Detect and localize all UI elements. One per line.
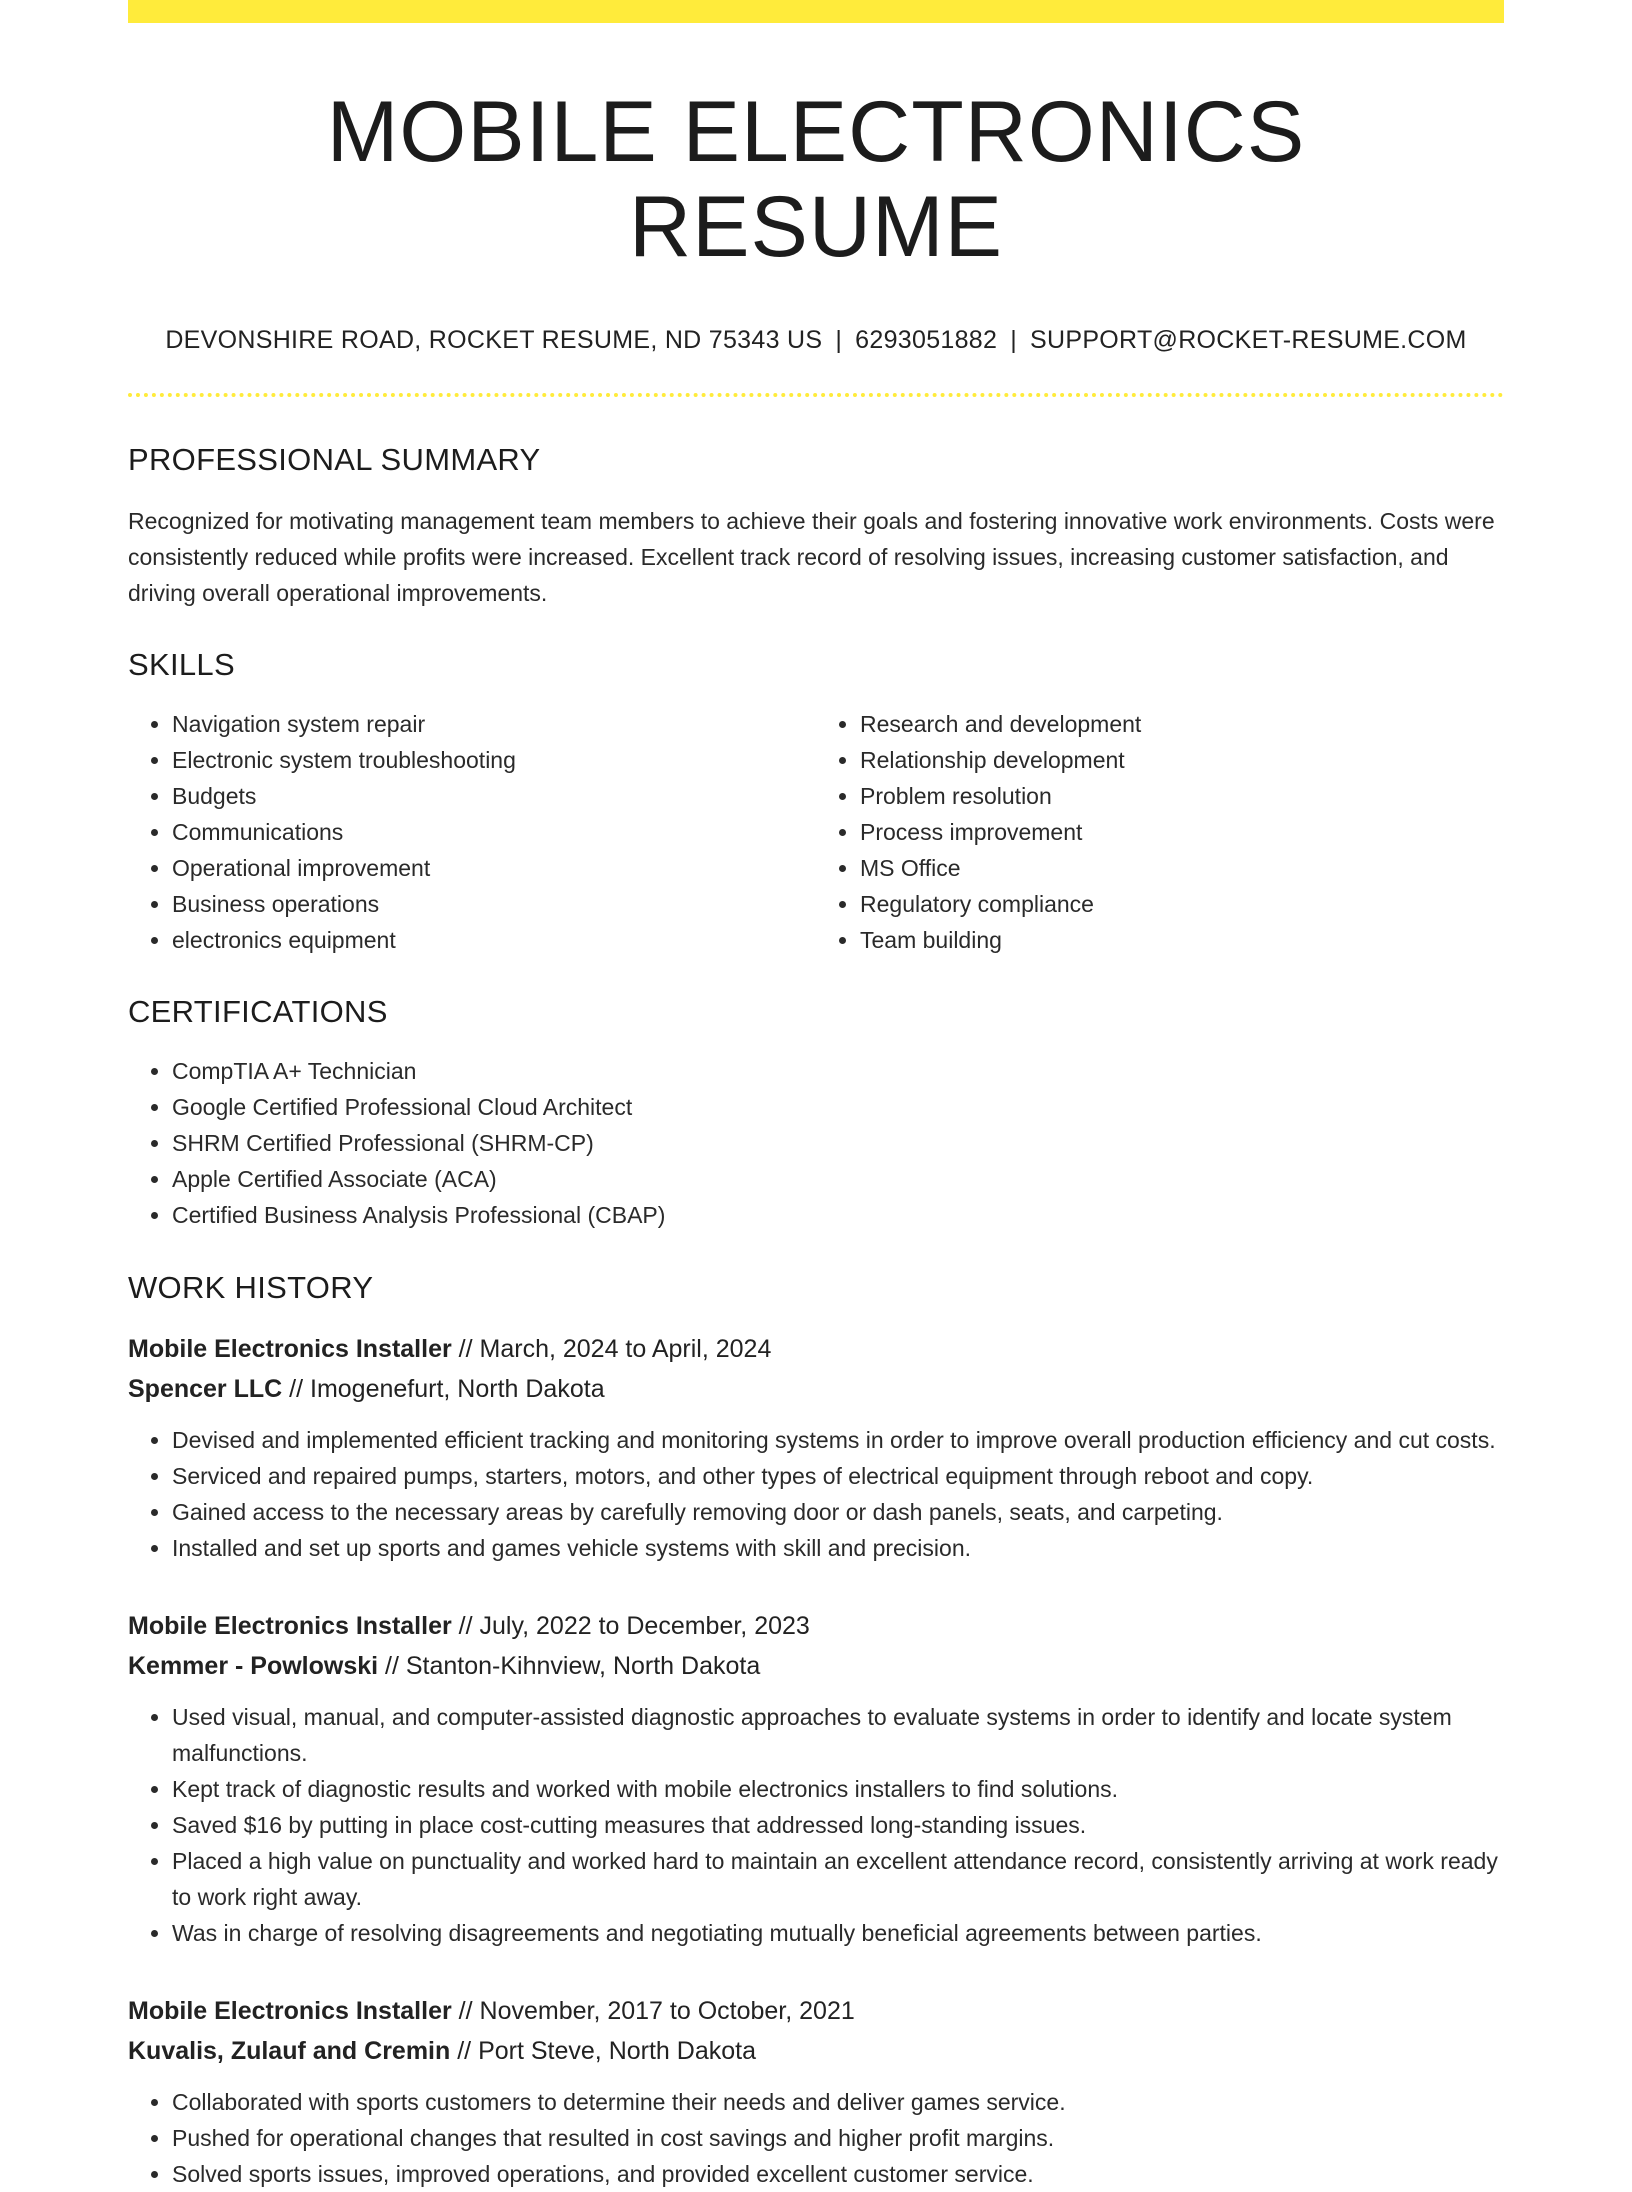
job-bullet: • Kept track of diagnostic results and worked with mobile electronics installers to find solutions. [172, 1771, 1504, 1807]
job-bullet: • Was in charge of resolving disagreements and negotiating mutually beneficial agreements between parties. [172, 1915, 1504, 1951]
resume-title: MOBILE ELECTRONICS RESUME [326, 84, 1306, 275]
job-bullets [128, 1699, 1504, 1951]
job-bullet: • Solved sports issues, improved operations, and provided excellent customer service. [172, 2156, 1504, 2192]
job-bullet: • Devised and implemented efficient tracking and monitoring systems in order to improve overall production efficiency and cut costs. [172, 1422, 1504, 1458]
skill-item: • Budgets [172, 778, 816, 814]
job-location: Port Steve, North Dakota [478, 2037, 756, 2066]
job-separator: // [378, 1652, 406, 1681]
skill-item: • Operational improvement [172, 850, 816, 886]
contact-phone: 6293051882 [855, 326, 998, 355]
job-separator: // [451, 1612, 480, 1641]
certification-item: • Certified Business Analysis Professional (CBAP) [172, 1197, 1504, 1233]
certification-item: • Apple Certified Associate (ACA) [172, 1161, 1504, 1197]
skill-item: • Team building [860, 922, 1504, 958]
job-title-line [128, 1329, 1504, 1369]
skill-item: • Process improvement [860, 814, 1504, 850]
jobs-list [128, 1329, 1504, 2192]
job-bullet: • Pushed for operational changes that resulted in cost savings and higher profit margins. [172, 2120, 1504, 2156]
skill-item: • Communications [172, 814, 816, 850]
contact-address: DEVONSHIRE ROAD, ROCKET RESUME, ND 75343 US [165, 326, 823, 355]
section-heading: SKILLS [128, 647, 235, 683]
job-title: Mobile Electronics Installer [128, 1997, 452, 2026]
skills-list-right [816, 706, 1504, 958]
skill-item: • Regulatory compliance [860, 886, 1504, 922]
contact-separator: | [835, 326, 843, 355]
job-company-line [128, 2031, 1504, 2071]
certifications-list [128, 1053, 1504, 1233]
job-title-line [128, 1991, 1504, 2031]
job-location: Stanton-Kihnview, North Dakota [405, 1652, 761, 1681]
skill-item: • Relationship development [860, 742, 1504, 778]
job-bullet: • Used visual, manual, and computer-assisted diagnostic approaches to evaluate systems in order to identify and locate system malfunctions. [172, 1699, 1504, 1771]
skills-list-left [128, 706, 816, 958]
section-heading: PROFESSIONAL SUMMARY [128, 442, 541, 478]
job-company: Kemmer - Powlowski [128, 1652, 379, 1681]
certifications-section [128, 994, 1504, 1233]
job-title-line [128, 1606, 1504, 1646]
job-dates: March, 2024 to April, 2024 [479, 1335, 772, 1364]
job-separator: // [450, 2037, 479, 2066]
accent-top-bar [128, 0, 1504, 23]
summary-text: Recognized for motivating management team members to achieve their goals and fostering innovative work environments. Costs were consistently reduced while profits were increased. Excellent track record of resolving issues, increasing customer satisfaction, and driving overall operational improvements. [128, 508, 1495, 607]
job-entry [128, 1329, 1504, 1566]
section-heading: CERTIFICATIONS [128, 994, 388, 1030]
skill-item: • Electronic system troubleshooting [172, 742, 816, 778]
professional-summary-section [128, 442, 1504, 611]
skill-item: • electronics equipment [172, 922, 816, 958]
contact-separator: | [1010, 326, 1018, 355]
certification-item: • SHRM Certified Professional (SHRM-CP) [172, 1125, 1504, 1161]
job-company-line [128, 1369, 1504, 1409]
job-bullet: • Saved $16 by putting in place cost-cutting measures that addressed long-standing issues. [172, 1807, 1504, 1843]
contact-line [128, 326, 1504, 355]
job-entry [128, 1991, 1504, 2192]
job-title: Mobile Electronics Installer [128, 1335, 452, 1364]
job-dates: July, 2022 to December, 2023 [479, 1612, 810, 1641]
job-bullet: • Placed a high value on punctuality and worked hard to maintain an excellent attendance record, consistently arriving at work ready to work right away. [172, 1843, 1504, 1915]
job-company: Kuvalis, Zulauf and Cremin [128, 2037, 451, 2066]
job-bullet: • Installed and set up sports and games vehicle systems with skill and precision. [172, 1530, 1504, 1566]
contact-email: SUPPORT@ROCKET-RESUME.COM [1030, 326, 1467, 355]
job-bullets [128, 1422, 1504, 1566]
job-separator: // [282, 1375, 310, 1404]
dotted-divider [128, 393, 1504, 397]
work-history-section [128, 1270, 1504, 2192]
job-company-line [128, 1646, 1504, 1686]
skills-section [128, 647, 1504, 958]
skill-item: • Problem resolution [860, 778, 1504, 814]
certification-item: • Google Certified Professional Cloud Architect [172, 1089, 1504, 1125]
job-bullet: • Collaborated with sports customers to determine their needs and deliver games service. [172, 2084, 1504, 2120]
job-separator: // [451, 1335, 480, 1364]
skill-item: • Navigation system repair [172, 706, 816, 742]
job-location: Imogenefurt, North Dakota [310, 1375, 605, 1404]
job-bullet: • Serviced and repaired pumps, starters, motors, and other types of electrical equipment through reboot and copy. [172, 1458, 1504, 1494]
skill-item: • Business operations [172, 886, 816, 922]
job-dates: November, 2017 to October, 2021 [479, 1997, 855, 2026]
job-bullet: • Gained access to the necessary areas by carefully removing door or dash panels, seats, and carpeting. [172, 1494, 1504, 1530]
skill-item: • MS Office [860, 850, 1504, 886]
certification-item: • CompTIA A+ Technician [172, 1053, 1504, 1089]
job-separator: // [451, 1997, 480, 2026]
section-heading: WORK HISTORY [128, 1270, 374, 1306]
job-company: Spencer LLC [128, 1375, 283, 1404]
skills-columns [128, 706, 1504, 958]
job-entry [128, 1606, 1504, 1951]
job-bullets [128, 2084, 1504, 2192]
job-title: Mobile Electronics Installer [128, 1612, 452, 1641]
skill-item: • Research and development [860, 706, 1504, 742]
resume-page [128, 0, 1504, 2192]
